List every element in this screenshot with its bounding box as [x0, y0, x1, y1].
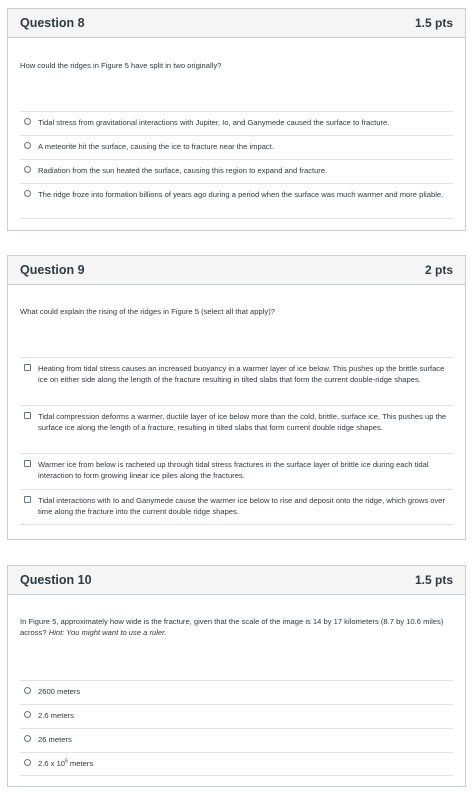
- question-10-hint: Hint: You might want to use a ruler.: [48, 628, 167, 637]
- answer-option[interactable]: [20, 453, 453, 489]
- question-8-title: Question 8: [20, 16, 85, 30]
- answer-option[interactable]: [20, 135, 453, 159]
- radio-button[interactable]: [24, 190, 31, 197]
- checkbox[interactable]: [24, 460, 31, 467]
- answer-label: A meteorite hit the surface, causing the ice to fracture near the impact.: [38, 142, 274, 151]
- radio-button[interactable]: [24, 711, 31, 718]
- radio-button[interactable]: [24, 118, 31, 125]
- question-8-answers: [20, 111, 453, 219]
- answer-label: 2.6 meters: [38, 711, 74, 720]
- answer-option[interactable]: [20, 489, 453, 525]
- answer-label: Tidal compression deforms a warmer, ductile layer of ice below more than the cold, brittle, surface ice. This pushes up the surface ice along the length of a fracture, resulting in tilted slabs that form current double ridge shapes.: [38, 412, 447, 432]
- question-8-card: [7, 8, 466, 231]
- answer-option[interactable]: [20, 704, 453, 728]
- radio-button[interactable]: [24, 166, 31, 173]
- answer-label: 26 meters: [38, 735, 72, 744]
- radio-button[interactable]: [24, 687, 31, 694]
- radio-button[interactable]: [24, 735, 31, 742]
- answer-option[interactable]: [20, 159, 453, 183]
- answer-option[interactable]: [20, 357, 453, 405]
- question-10-text: [8, 616, 465, 638]
- checkbox[interactable]: [24, 496, 31, 503]
- answer-option[interactable]: [20, 111, 453, 135]
- answer-unit: meters: [67, 759, 94, 768]
- answer-option[interactable]: [20, 728, 453, 752]
- question-9-text: What could explain the rising of the ridges in Figure 5 (select all that apply)?: [20, 307, 275, 316]
- question-10-prompt: In Figure 5, approximately how wide is the fracture, given that the scale of the image is 14 by 17 kilometers (8.7 by 10.6 miles) across?: [20, 617, 444, 637]
- answer-label: [38, 758, 93, 769]
- answer-option[interactable]: [20, 680, 453, 704]
- question-10-header: [8, 566, 465, 595]
- answer-option[interactable]: [20, 752, 453, 776]
- question-10-card: [7, 565, 466, 787]
- answer-option[interactable]: [20, 183, 453, 219]
- question-9-points: 2 pts: [424, 263, 453, 277]
- answer-label: Heating from tidal stress causes an increased buoyancy in a warmer layer of ice below. This pushes up the brittle surface ice on either side along the length of the fracture resulting in tilted slabs that form the current double-ridge shapes.: [38, 364, 445, 384]
- question-9-title: Question 9: [20, 263, 85, 277]
- answer-exponent: 6: [65, 758, 68, 765]
- answer-label: The ridge froze into formation billions of years ago during a period when the surface was much warmer and more pliable.: [38, 190, 444, 199]
- radio-button[interactable]: [24, 759, 31, 766]
- answer-label: 2600 meters: [38, 687, 81, 696]
- question-8-text: How could the ridges in Figure 5 have split in two originally?: [20, 61, 222, 70]
- question-8-header: [8, 9, 465, 38]
- answer-label: Tidal interactions with Io and Ganymede cause the warmer ice below to rise and deposit onto the ridge, which grows over time along the fracture into the current double ridge shapes.: [38, 496, 446, 516]
- question-10-points: 1.5 pts: [414, 573, 453, 587]
- answer-label: Tidal stress from gravitational interactions with Jupiter, Io, and Ganymede caused the surface to fracture.: [38, 118, 390, 127]
- question-10-answers: [20, 680, 453, 776]
- question-9-answers: [20, 357, 453, 525]
- question-10-title: Question 10: [20, 573, 92, 587]
- answer-base: 2.6 x 10: [38, 759, 66, 768]
- answer-option[interactable]: [20, 405, 453, 453]
- question-8-points: 1.5 pts: [414, 16, 453, 30]
- radio-button[interactable]: [24, 142, 31, 149]
- answer-label: Radiation from the sun heated the surface, causing this region to expand and fracture.: [38, 166, 328, 175]
- question-9-card: [7, 255, 466, 540]
- answer-label: Warmer ice from below is racheted up through tidal stress fractures in the surface layer of brittle ice during each tidal interaction to form growing linear ice piles along the fractures.: [38, 460, 429, 480]
- checkbox[interactable]: [24, 364, 31, 371]
- checkbox[interactable]: [24, 412, 31, 419]
- question-9-header: [8, 256, 465, 285]
